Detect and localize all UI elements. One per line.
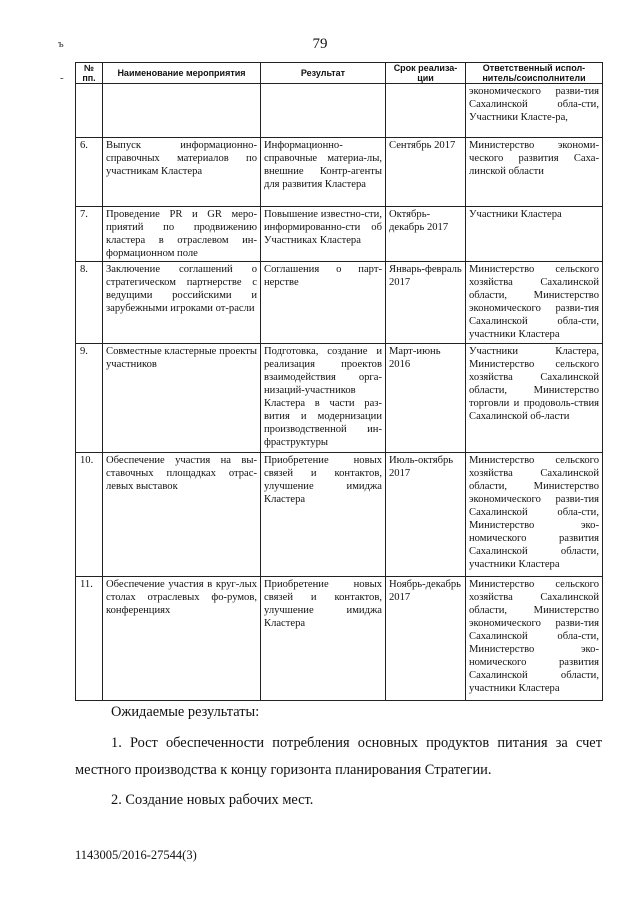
row-responsible: Министерство сельского хозяйства Сахалинской области, Министерство экономического разви-тия Сахалинской обла-сти, Министерство эко-номического развития Сахалинской области, участники Кластера	[466, 453, 603, 577]
table-row	[76, 207, 603, 262]
row-name	[103, 84, 261, 138]
expected-result-1: 1. Рост обеспеченности потребления основных продуктов питания за счет местного производства к концу горизонта планирования Стратегии.	[75, 735, 602, 778]
expected-results-heading: Ожидаемые результаты:	[111, 704, 260, 720]
row-num: 7.	[76, 207, 103, 262]
row-responsible: Участники Кластера	[466, 207, 603, 262]
row-term	[386, 84, 466, 138]
row-result: Приобретение новых связей и контактов, улучшение имиджа Кластера	[261, 577, 386, 701]
row-name: Обеспечение участия на вы-ставочных площадках отрас-левых выставок	[103, 453, 261, 577]
table-row	[76, 453, 603, 577]
margin-mark-top: ъ	[58, 38, 64, 50]
header-term: Срок реализа-ции	[386, 63, 466, 84]
row-result: Приобретение новых связей и контактов, улучшение имиджа Кластера	[261, 453, 386, 577]
document-code: 1143005/2016-27544(3)	[75, 848, 197, 862]
row-result: Повышение известно-сти, информированно-сти об Участниках Кластера	[261, 207, 386, 262]
row-name: Совместные кластерные проекты участников	[103, 344, 261, 453]
row-result	[261, 84, 386, 138]
header-result: Результат	[261, 63, 386, 84]
row-result: Соглашения о парт-нерстве	[261, 262, 386, 344]
row-term: Март-июнь 2016	[386, 344, 466, 453]
row-num: 6.	[76, 138, 103, 207]
row-term: Январь-февраль 2017	[386, 262, 466, 344]
row-result: Информационно-справочные материа-лы, внешние Контр-агенты для развития Кластера	[261, 138, 386, 207]
page-number: 79	[312, 36, 328, 52]
margin-mark-left: -	[60, 72, 64, 84]
table-row	[76, 577, 603, 701]
table-row	[76, 262, 603, 344]
row-responsible: Участники Кластера, Министерство сельского хозяйства Сахалинской области, Министерство торговли и продоволь-ствия Сахалинской об-ласти	[466, 344, 603, 453]
events-table	[75, 62, 603, 701]
row-name: Выпуск информационно-справочных материалов по участникам Кластера	[103, 138, 261, 207]
expected-results	[75, 702, 602, 810]
row-num	[76, 84, 103, 138]
row-name: Заключение соглашений о стратегическом партнерстве с ведущими российскими и зарубежными игроками от-расли	[103, 262, 261, 344]
header-name: Наименование мероприятия	[103, 63, 261, 84]
row-term: Ноябрь-декабрь 2017	[386, 577, 466, 701]
row-responsible: Министерство сельского хозяйства Сахалинской области, Министерство экономического разви-тия Сахалинской обла-сти, Министерство эко-номического развития Сахалинской области, участники Кластера	[466, 577, 603, 701]
row-responsible: Министерство экономи-ческого развития Саха-линской области	[466, 138, 603, 207]
row-num: 9.	[76, 344, 103, 453]
header-responsible: Ответственный испол-нитель/соисполнители	[466, 63, 603, 84]
row-num: 8.	[76, 262, 103, 344]
table-row	[76, 344, 603, 453]
table-row	[76, 84, 603, 138]
table-header-row	[76, 63, 603, 84]
row-name: Проведение PR и GR меро-приятий по продвижению кластера в отраслевом ин-формационном поле	[103, 207, 261, 262]
row-result: Подготовка, создание и реализация проектов взаимодействия орга-низаций-участников Кластера в части раз-вития и модернизации производственной ин-фраструктуры	[261, 344, 386, 453]
row-responsible: Министерство сельского хозяйства Сахалинской области, Министерство экономического разви-тия Сахалинской обла-сти, участники Кластера	[466, 262, 603, 344]
row-name: Обеспечение участия в круг-лых столах отраслевых фо-румов, конференциях	[103, 577, 261, 701]
row-term: Октябрь-декабрь 2017	[386, 207, 466, 262]
row-term: Сентябрь 2017	[386, 138, 466, 207]
row-num: 10.	[76, 453, 103, 577]
expected-result-2: 2. Создание новых рабочих мест.	[111, 792, 314, 808]
row-num: 11.	[76, 577, 103, 701]
header-num: № пп.	[76, 63, 103, 84]
row-responsible: экономического разви-тия Сахалинской обла-сти, Участники Класте-ра,	[466, 84, 603, 138]
row-term: Июль-октябрь 2017	[386, 453, 466, 577]
table-row	[76, 138, 603, 207]
